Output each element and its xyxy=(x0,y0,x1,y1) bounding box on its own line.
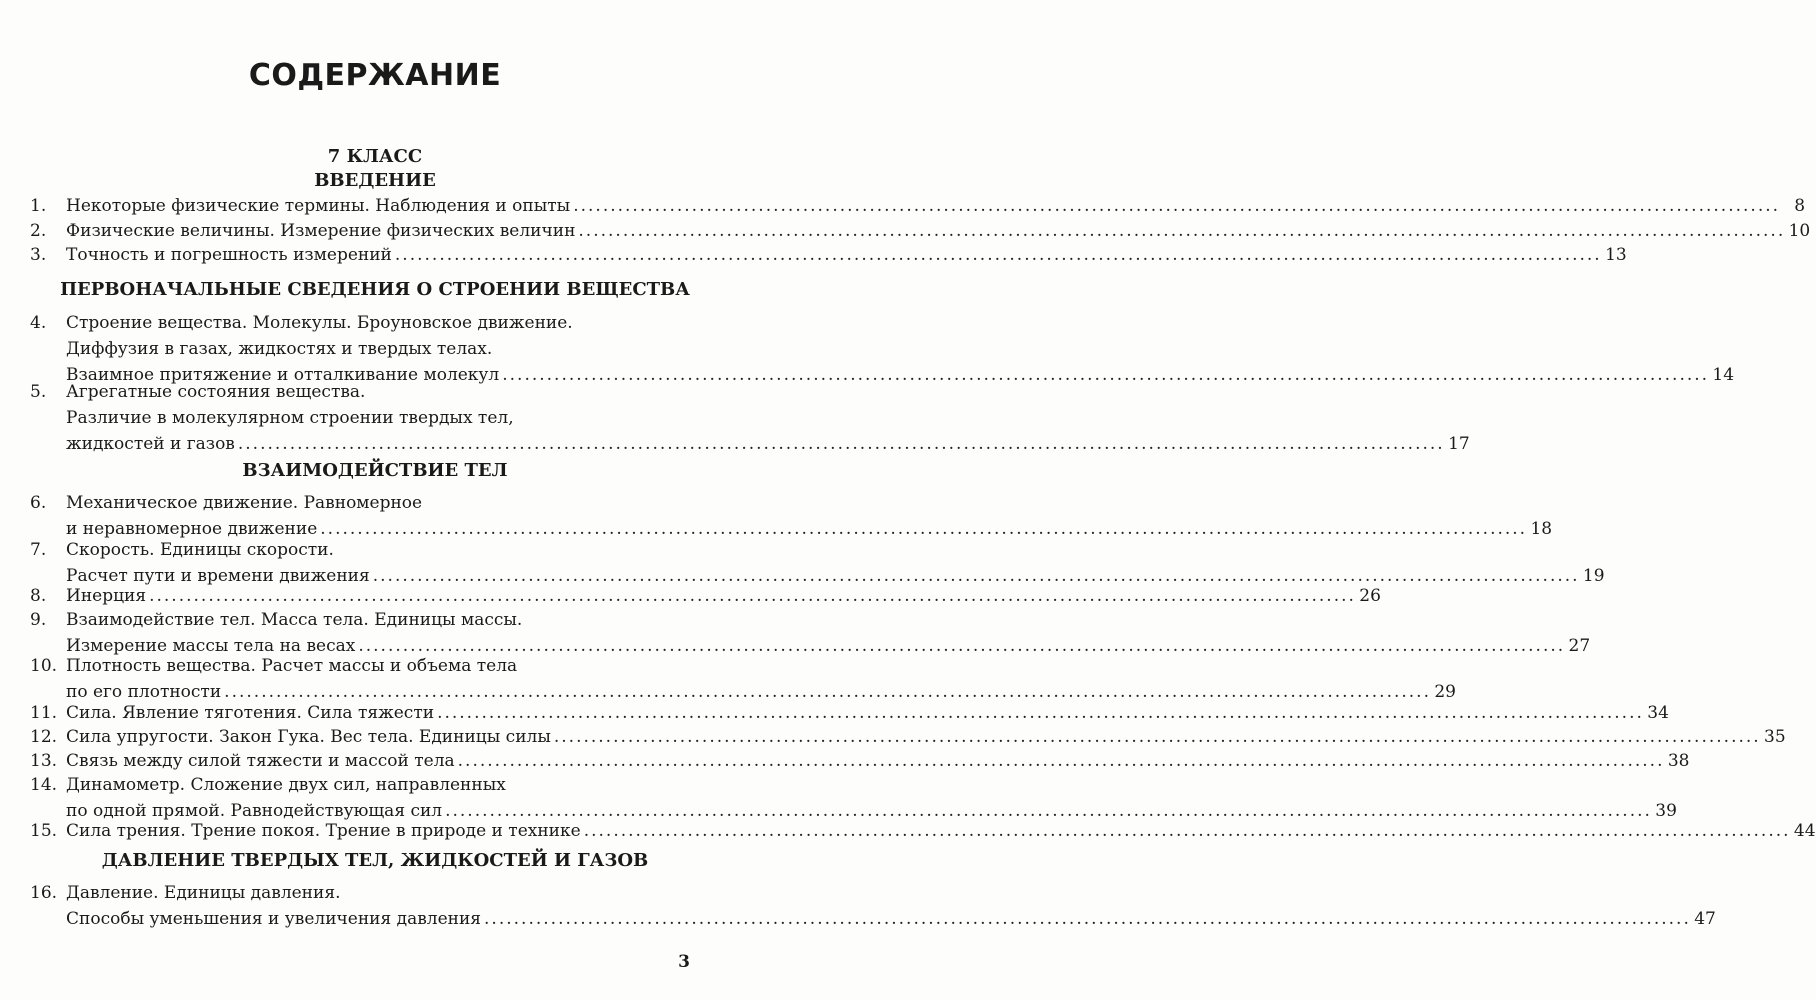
toc-entry-text: Сила упругости. Закон Гука. Вес тела. Единицы силы xyxy=(66,727,551,747)
toc-entry[interactable] xyxy=(30,218,1811,244)
toc-entry-page: 38 xyxy=(1667,751,1690,771)
toc-entry-page: 35 xyxy=(1764,727,1786,747)
toc-entry-number: 14. xyxy=(30,775,58,795)
toc-entry-number: 2. xyxy=(30,221,47,241)
section-heading: ПЕРВОНАЧАЛЬНЫЕ СВЕДЕНИЯ О СТРОЕНИИ ВЕЩЕСТВА xyxy=(60,279,690,300)
toc-entry-text: Различие в молекулярном строении твердых тел, xyxy=(66,408,514,428)
dot-leader: ................................................................................................................................................................... xyxy=(445,801,1652,821)
toc-entry[interactable] xyxy=(30,379,1470,457)
toc-entry[interactable] xyxy=(30,193,1806,219)
toc-entry[interactable] xyxy=(30,242,1627,268)
dot-leader: ................................................................................................................................................................... xyxy=(578,221,1786,241)
toc-entry-text: Скорость. Единицы скорости. xyxy=(66,540,334,560)
dot-leader: ................................................................................................................................................................... xyxy=(437,703,1644,723)
toc-entry-text: Диффузия в газах, жидкостях и твердых телах. xyxy=(66,339,493,359)
toc-entry-number: 15. xyxy=(30,821,58,841)
toc-entry-page: 8 xyxy=(1794,196,1806,216)
toc-entry-text: Давление. Единицы давления. xyxy=(66,883,341,903)
toc-entry-number: 1. xyxy=(30,196,47,216)
dot-leader: ................................................................................................................................................................... xyxy=(502,365,1710,385)
toc-entry-number: 6. xyxy=(30,493,47,513)
dot-leader: ................................................................................................................................................................... xyxy=(553,727,1761,747)
toc-entry[interactable] xyxy=(30,607,1591,659)
toc-entry-text: по его плотности xyxy=(66,682,222,702)
toc-entry-text: Инерция xyxy=(66,586,147,606)
toc-entry-page: 19 xyxy=(1582,566,1605,586)
toc-entry-page: 34 xyxy=(1647,703,1669,723)
toc-entry-text: Взаимодействие тел. Масса тела. Единицы массы. xyxy=(66,610,523,630)
toc-entry-text: Сила трения. Трение покоя. Трение в природе и технике xyxy=(66,821,581,841)
toc-entry-page: 26 xyxy=(1359,586,1381,606)
toc-entry[interactable] xyxy=(30,310,1735,388)
page-title: СОДЕРЖАНИЕ xyxy=(248,58,502,93)
toc-entry[interactable] xyxy=(30,748,1690,774)
section-heading: ДАВЛЕНИЕ ТВЕРДЫХ ТЕЛ, ЖИДКОСТЕЙ И ГАЗОВ xyxy=(101,850,649,871)
toc-entry-number: 3. xyxy=(30,245,47,265)
dot-leader: ................................................................................................................................................................... xyxy=(484,909,1691,929)
toc-entry-number: 4. xyxy=(30,313,47,333)
dot-leader: ................................................................................................................................................................... xyxy=(358,636,1566,656)
toc-entry-text: Физические величины. Измерение физических величин xyxy=(66,221,576,241)
toc-entry-text: жидкостей и газов xyxy=(66,434,235,454)
toc-entry-number: 9. xyxy=(30,610,47,630)
toc-entry[interactable] xyxy=(30,818,1816,844)
dot-leader: ................................................................................................................................................................... xyxy=(237,434,1445,454)
toc-entry-number: 13. xyxy=(30,751,58,771)
toc-entry-page: 13 xyxy=(1605,245,1627,265)
toc-entry-text: Расчет пути и времени движения xyxy=(66,566,370,586)
dot-leader: ................................................................................................................................................................... xyxy=(394,245,1602,265)
dot-leader: ................................................................................................................................................................... xyxy=(457,751,1665,771)
toc-entry-text: Связь между силой тяжести и массой тела xyxy=(66,751,455,771)
toc-entry-page: 18 xyxy=(1530,519,1553,539)
toc-entry-page: 17 xyxy=(1448,434,1470,454)
dot-leader: ................................................................................................................................................................... xyxy=(149,586,1356,606)
toc-entry-text: по одной прямой. Равнодействующая сил xyxy=(66,801,443,821)
dot-leader: ................................................................................................................................................................... xyxy=(224,682,1431,702)
toc-entry[interactable] xyxy=(30,490,1553,542)
toc-entry-text: Взаимное притяжение и отталкивание молекул xyxy=(66,365,500,385)
toc-entry-text: Некоторые физические термины. Наблюдения и опыты xyxy=(66,196,571,216)
toc-entry-number: 12. xyxy=(30,727,58,747)
dot-leader: ................................................................................................................................................................... xyxy=(573,196,1781,216)
dot-leader: ................................................................................................................................................................... xyxy=(583,821,1791,841)
toc-entry-page: 44 xyxy=(1793,821,1816,841)
dot-leader: ................................................................................................................................................................... xyxy=(372,566,1580,586)
toc-entry-page: 27 xyxy=(1568,636,1591,656)
toc-entry-text: и неравномерное движение xyxy=(66,519,318,539)
toc-entry-text: Точность и погрешность измерений xyxy=(66,245,392,265)
toc-entry-number: 7. xyxy=(30,540,47,560)
toc-entry-number: 16. xyxy=(30,883,58,903)
grade-heading: 7 КЛАСС xyxy=(327,146,423,167)
toc-entry[interactable] xyxy=(30,653,1456,705)
section-heading: ВВЕДЕНИЕ xyxy=(314,170,436,191)
toc-entry[interactable] xyxy=(30,772,1677,824)
toc-entry-text: Сила. Явление тяготения. Сила тяжести xyxy=(66,703,435,723)
toc-entry-text: Плотность вещества. Расчет массы и объема тела xyxy=(66,656,518,676)
toc-entry-text: Агрегатные состояния вещества. xyxy=(66,382,366,402)
toc-entry[interactable] xyxy=(30,537,1605,589)
toc-entry-page: 14 xyxy=(1712,365,1735,385)
page-number: 3 xyxy=(678,952,690,972)
toc-entry-page: 10 xyxy=(1788,221,1811,241)
toc-entry-number: 10. xyxy=(30,656,58,676)
toc-entry-number: 8. xyxy=(30,586,47,606)
dot-leader: ................................................................................................................................................................... xyxy=(320,519,1528,539)
toc-entry-text: Способы уменьшения и увеличения давления xyxy=(66,909,482,929)
toc-entry-text: Измерение массы тела на весах xyxy=(66,636,356,656)
toc-entry-page: 39 xyxy=(1655,801,1677,821)
toc-entry-text: Механическое движение. Равномерное xyxy=(66,493,423,513)
toc-entry[interactable] xyxy=(30,583,1381,609)
toc-entry-page: 47 xyxy=(1694,909,1716,929)
toc-entry-text: Строение вещества. Молекулы. Броуновское движение. xyxy=(66,313,573,333)
toc-entry-page: 29 xyxy=(1434,682,1456,702)
toc-entry[interactable] xyxy=(30,880,1716,932)
section-heading: ВЗАИМОДЕЙСТВИЕ ТЕЛ xyxy=(242,460,508,481)
toc-entry-number: 5. xyxy=(30,382,47,402)
toc-entry[interactable] xyxy=(30,700,1669,726)
toc-entry-number: 11. xyxy=(30,703,58,723)
toc-entry-text: Динамометр. Сложение двух сил, направленных xyxy=(66,775,506,795)
toc-entry[interactable] xyxy=(30,724,1786,750)
